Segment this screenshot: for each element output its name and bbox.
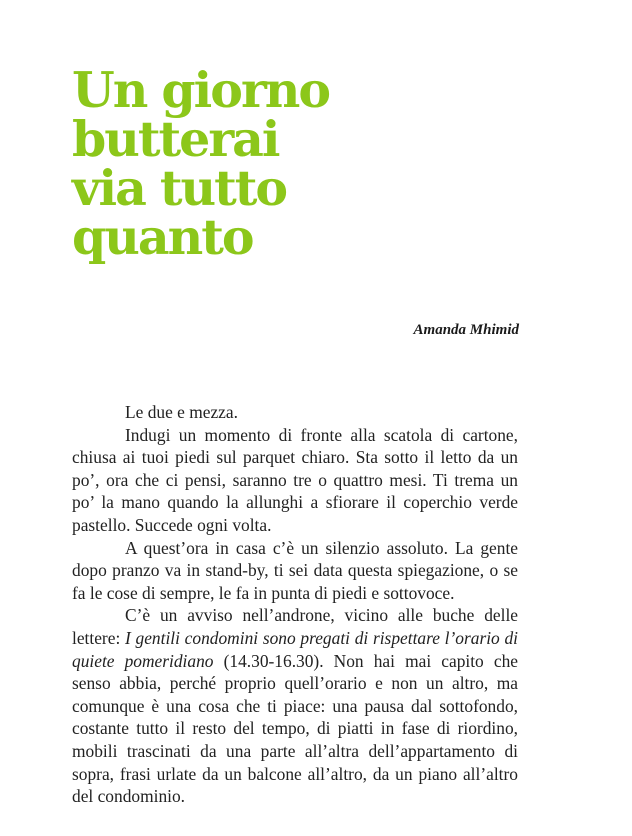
paragraph-text: (14.30-16.30). Non hai mai capito che senso abbia, perché proprio quell’orario e non un altro, ma comunque è una cosa che ti piace: una pausa dal sottofondo, costante tutto il resto del tempo, di piatti in fase di riordino, mobili trascinati da una parte all’altra dell’appartamento di sopra, frasi urlate da un balcone all’altro, da un piano all’altro del condominio.	[72, 650, 518, 807]
paragraph-text: C’è un avviso nell’androne, vicino alle buche delle lettere:	[72, 605, 518, 648]
story-title	[72, 61, 330, 266]
paragraph	[72, 604, 518, 807]
paragraph: Le due e mezza.	[125, 402, 238, 422]
title-line: butterai	[72, 110, 279, 168]
author-name: Amanda Mhimid	[413, 322, 519, 338]
title-line: via tutto	[72, 159, 287, 217]
title-line: Un giorno	[72, 61, 330, 119]
story-body	[72, 401, 518, 808]
paragraph: A quest’ora in casa c’è un silenzio assoluto. La gente dopo pranzo va in stand-by, ti sei data questa spiegazione, o se fa le cose di sempre, le fa in punta di piedi e sottovoce.	[72, 537, 518, 603]
title-line: quanto	[72, 208, 253, 266]
notice-quote: I gentili condomini sono pregati di rispettare l’orario di quiete pomeridiano	[72, 627, 518, 671]
paragraph: Indugi un momento di fronte alla scatola di cartone, chiusa ai tuoi piedi sul parquet chiaro. Sta sotto il letto da un po’, ora che ci pensi, saranno tre o quattro mesi. Ti trema un po’ la mano quando la allunghi a sfiorare il coperchio verde pastello. Succede ogni volta.	[72, 424, 518, 535]
